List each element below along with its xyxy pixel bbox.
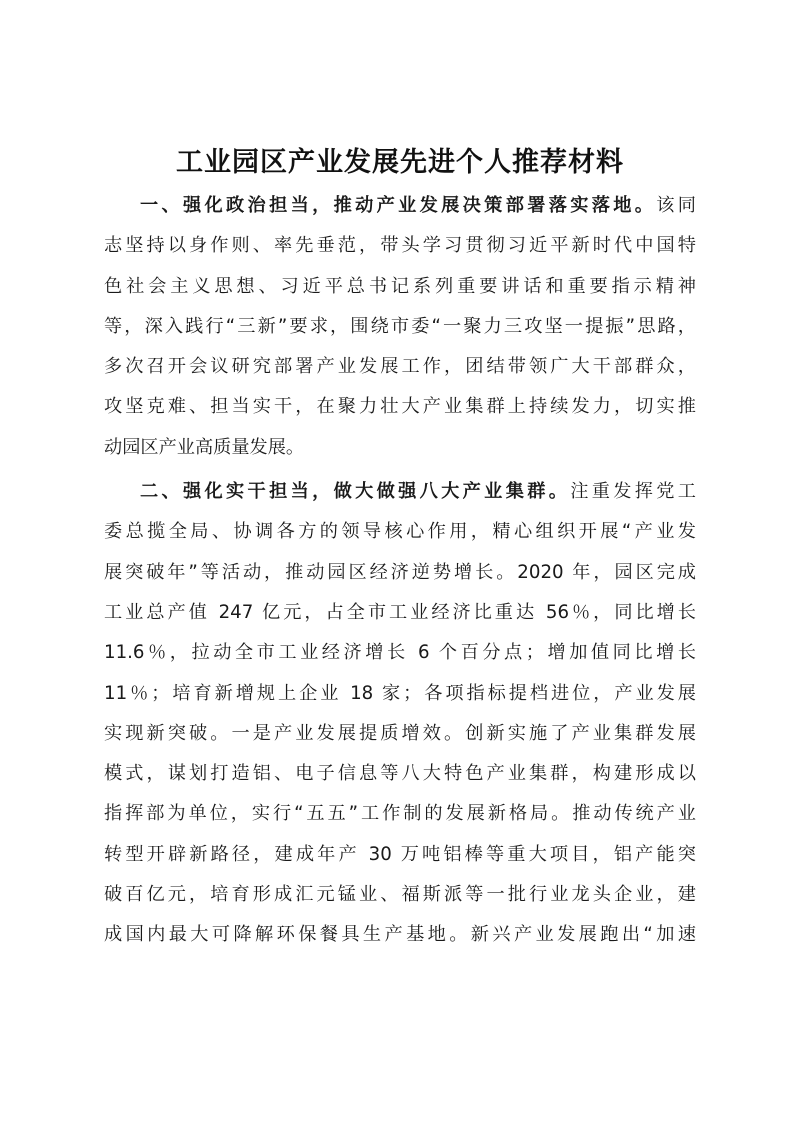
- paragraph-line: 11.6％，拉动全市工业经济增长 6 个百分点；增加值同比增长: [104, 642, 696, 664]
- paragraph-line: 破百亿元，培育形成汇元锰业、福斯派等一批行业龙头企业，建: [104, 884, 696, 906]
- paragraph-line: 等，深入践行“三新”要求，围绕市委“一聚力三攻坚一提振”思路，: [104, 315, 696, 337]
- paragraph-line: 实现新突破。一是产业发展提质增效。创新实施了产业集群发展: [104, 722, 696, 744]
- paragraph-text: 注重发挥党工: [570, 481, 696, 503]
- document-title: 工业园区产业发展先进个人推荐材料: [176, 147, 624, 178]
- paragraph-line: 志坚持以身作则、率先垂范，带头学习贯彻习近平新时代中国特: [104, 235, 696, 257]
- paragraph-first-line: [104, 472, 696, 512]
- paragraph-political-responsibility: [104, 186, 696, 468]
- paragraph-text: 该同: [656, 195, 696, 216]
- paragraph-first-line: [104, 186, 696, 226]
- paragraph-line: 色社会主义思想、习近平总书记系列重要讲话和重要指示精神: [104, 275, 696, 297]
- paragraph-line: 展突破年”等活动，推动园区经济逆势增长。2020 年，园区完成: [104, 561, 696, 583]
- paragraph-heading: 一、强化政治担当，推动产业发展决策部署落实落地。: [140, 195, 657, 216]
- paragraph-line: 工业总产值 247 亿元，占全市工业经济比重达 56％，同比增长: [104, 601, 696, 623]
- paragraph-line: 动园区产业高质量发展。: [104, 436, 305, 458]
- paragraph-line: 模式，谋划打造铝、电子信息等八大特色产业集群，构建形成以: [104, 763, 696, 785]
- paragraph-line: 11％；培育新增规上企业 18 家；各项指标提档进位，产业发展: [104, 682, 696, 704]
- paragraph-line: 委总揽全局、协调各方的领导核心作用，精心组织开展“产业发: [104, 521, 696, 543]
- paragraph-line: 多次召开会议研究部署产业发展工作，团结带领广大干部群众，: [104, 356, 696, 378]
- paragraph-heading: 二、强化实干担当，做大做强八大产业集群。: [140, 481, 571, 503]
- paragraph-line: 攻坚克难、担当实干，在聚力壮大产业集群上持续发力，切实推: [104, 396, 696, 418]
- paragraph-line: 成国内最大可降解环保餐具生产基地。新兴产业发展跑出“加速: [104, 924, 696, 946]
- paragraph-industrial-clusters: [104, 472, 696, 956]
- paragraph-line: 指挥部为单位，实行“五五”工作制的发展新格局。推动传统产业: [104, 803, 696, 825]
- paragraph-line: 转型开辟新路径，建成年产 30 万吨铝棒等重大项目，铝产能突: [104, 843, 696, 865]
